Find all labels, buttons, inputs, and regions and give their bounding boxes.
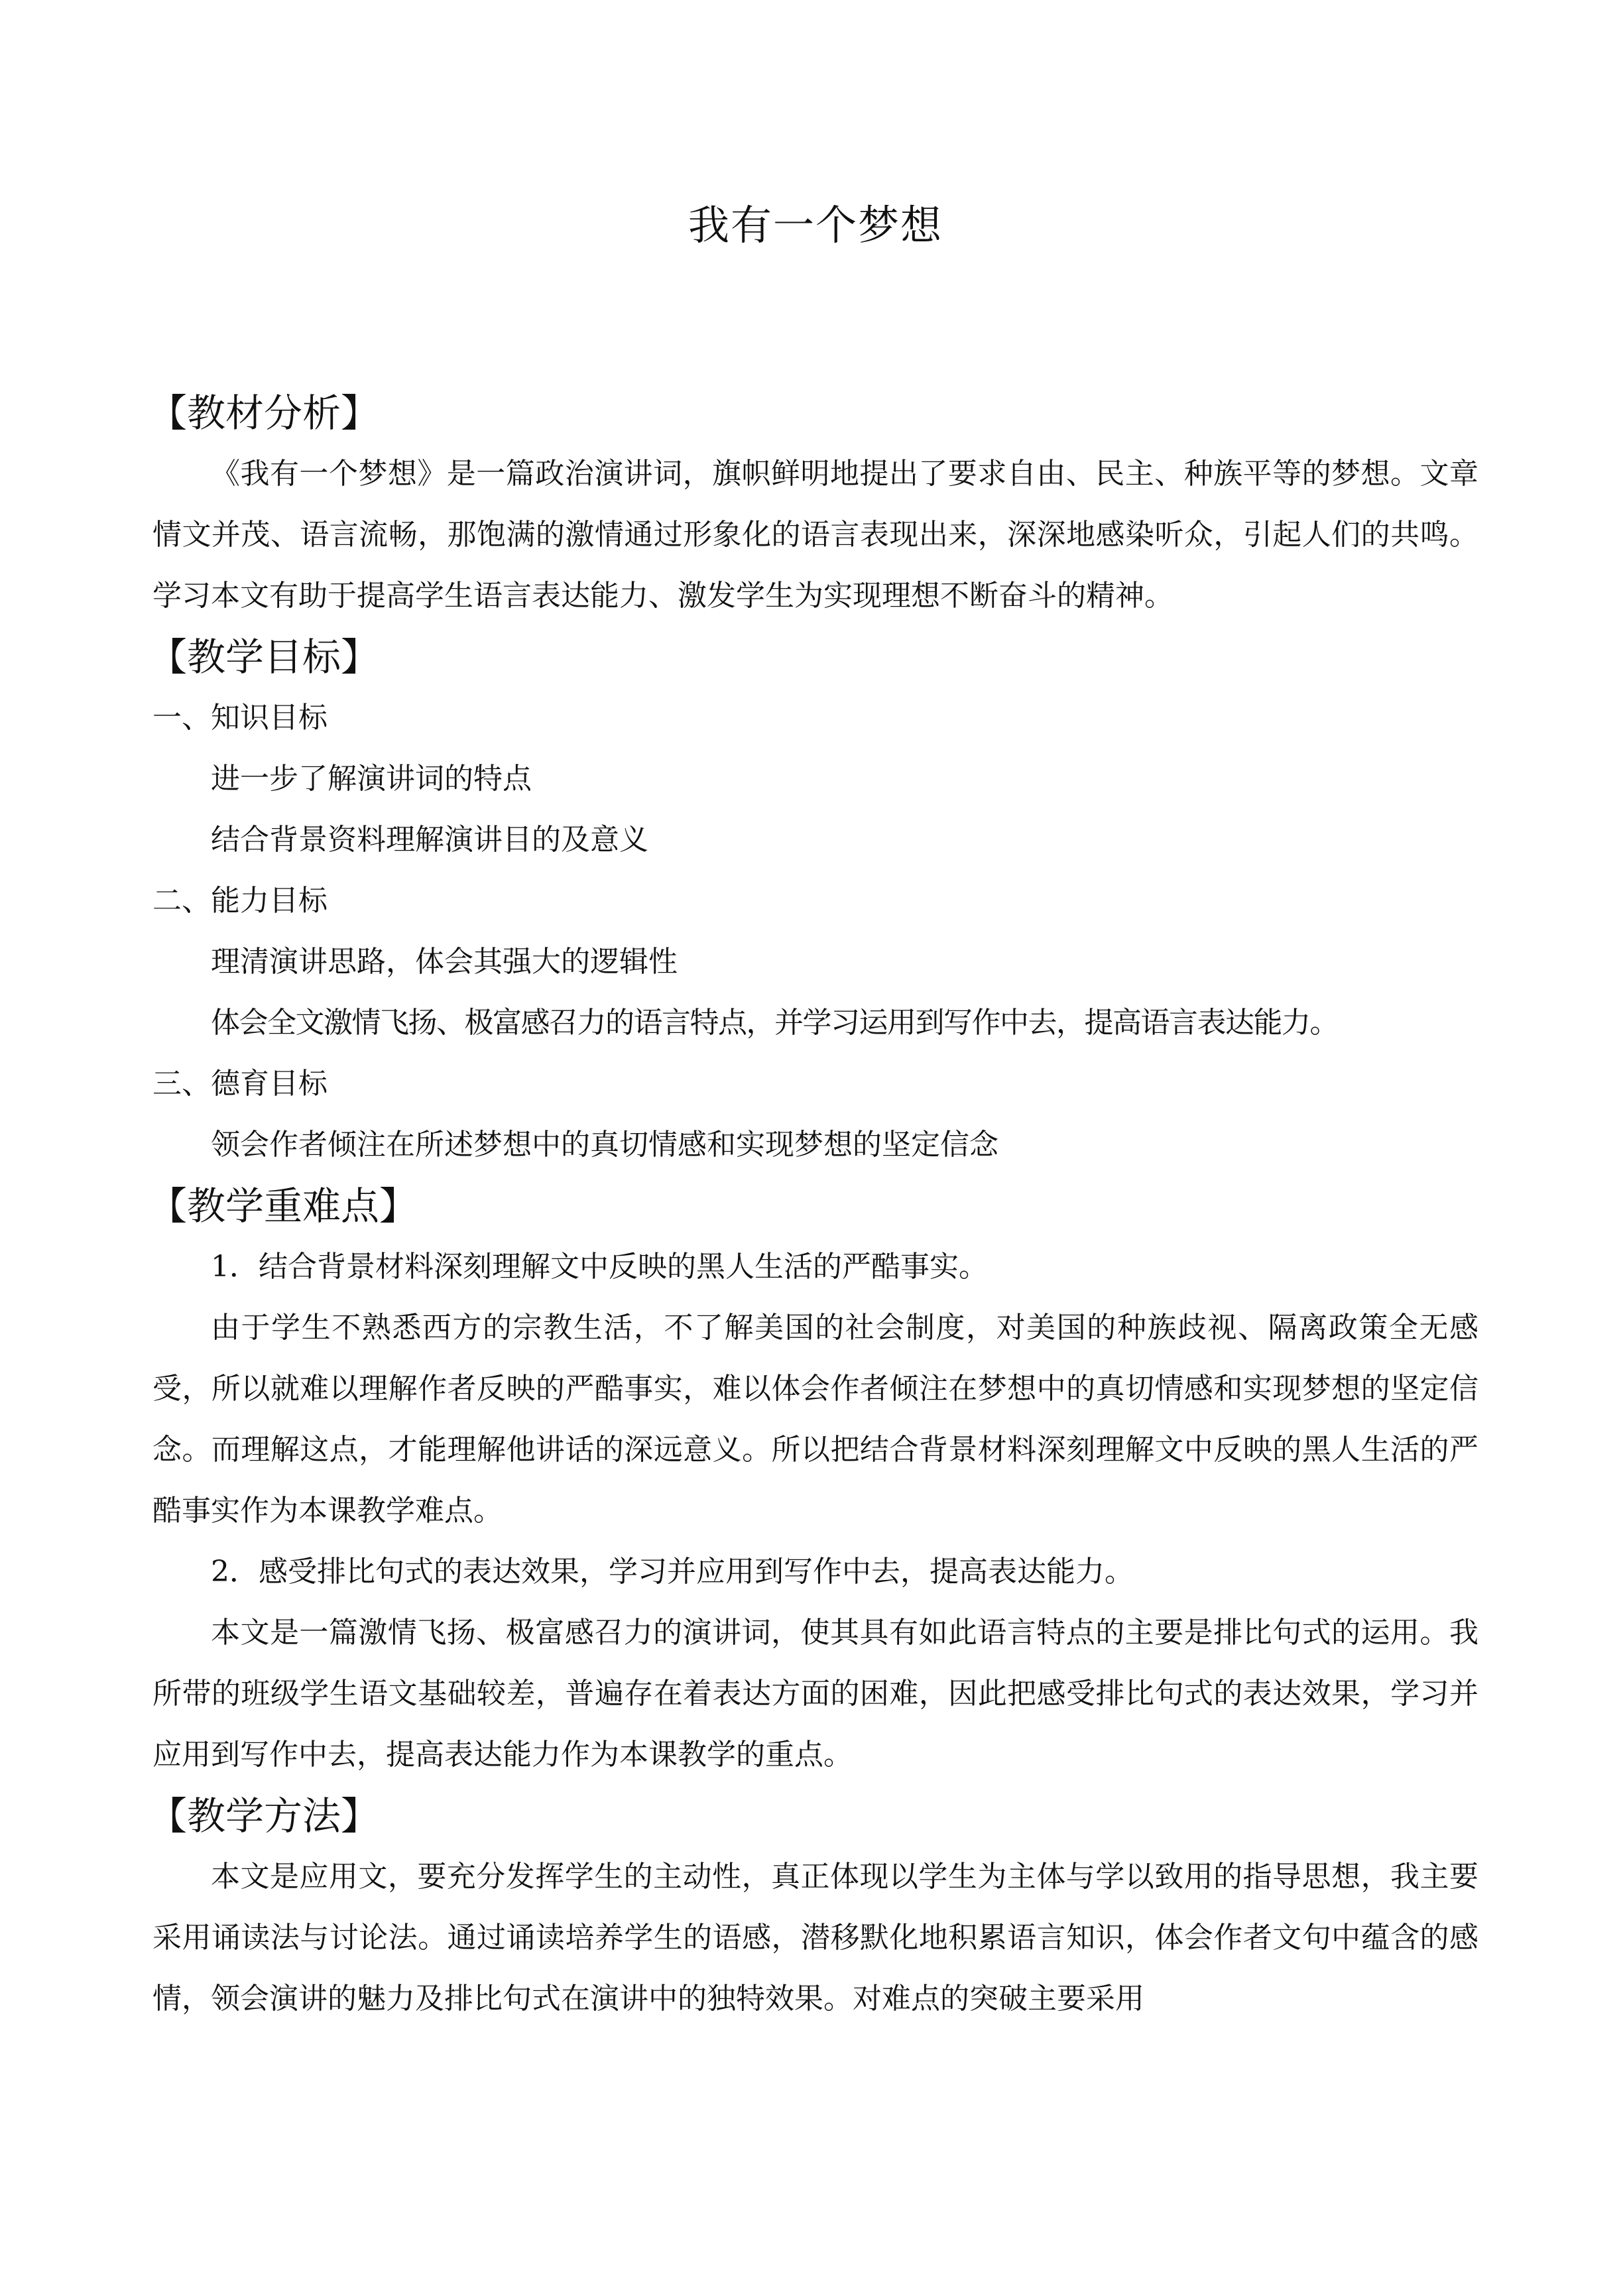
moral-goal-label: 三、德育目标	[152, 1067, 328, 1101]
ability-goal-item: 体会全文激情飞扬、极富感召力的语言特点，并学习运用到写作中去，提高语言表达能力。	[211, 1006, 1338, 1040]
difficulty-point-1: 1．结合背景材料深刻理解文中反映的黑人生活的严酷事实。	[211, 1250, 988, 1284]
knowledge-goal-item: 进一步了解演讲词的特点	[211, 762, 532, 796]
difficulty-point-2: 2．感受排比句式的表达效果，学习并应用到写作中去，提高表达能力。	[211, 1555, 1134, 1589]
document-body	[149, 383, 1478, 2029]
difficulty-paragraph-1: 由于学生不熟悉西方的宗教生活，不了解美国的社会制度，对美国的种族歧视、隔离政策全无感受，所以就难以理解作者反映的严酷事实，难以体会作者倾注在梦想中的真切情感和实现梦想的坚定信念。而理解这点，才能理解他讲话的深远意义。所以把结合背景材料深刻理解文中反映的黑人生活的严酷事实作为本课教学难点。	[152, 1311, 1478, 1528]
knowledge-goal-label: 一、知识目标	[152, 701, 328, 735]
knowledge-goal-item: 结合背景资料理解演讲目的及意义	[211, 823, 648, 857]
teaching-methods-paragraph: 本文是应用文，要充分发挥学生的主动性，真正体现以学生为主体与学以致用的指导思想，我主要采用诵读法与讨论法。通过诵读培养学生的语感，潜移默化地积累语言知识，体会作者文句中蕴含的感情，领会演讲的魅力及排比句式在演讲中的独特效果。对难点的突破主要采用	[152, 1860, 1478, 2016]
heading-teaching-methods: 【教学方法】	[149, 1793, 380, 1839]
ability-goal-label: 二、能力目标	[152, 884, 328, 918]
heading-teaching-goals: 【教学目标】	[149, 634, 380, 680]
ability-goal-item: 理清演讲思路，体会其强大的逻辑性	[211, 945, 678, 979]
material-analysis-paragraph: 《我有一个梦想》是一篇政治演讲词，旗帜鲜明地提出了要求自由、民主、种族平等的梦想。文章情文并茂、语言流畅，那饱满的激情通过形象化的语言表现出来，深深地感染听众，引起人们的共鸣。学习本文有助于提高学生语言表达能力、激发学生为实现理想不断奋斗的精神。	[152, 457, 1478, 613]
heading-material-analysis: 【教材分析】	[149, 391, 380, 436]
moral-goal-item: 领会作者倾注在所述梦想中的真切情感和实现梦想的坚定信念	[211, 1128, 998, 1162]
difficulty-paragraph-2: 本文是一篇激情飞扬、极富感召力的演讲词，使其具有如此语言特点的主要是排比句式的运用。我所带的班级学生语文基础较差，普遍存在着表达方面的困难，因此把感受排比句式的表达效果，学习并应用到写作中去，提高表达能力作为本课教学的重点。	[152, 1616, 1478, 1772]
heading-key-difficulties: 【教学重难点】	[149, 1183, 418, 1229]
document-title: 我有一个梦想	[688, 201, 943, 249]
